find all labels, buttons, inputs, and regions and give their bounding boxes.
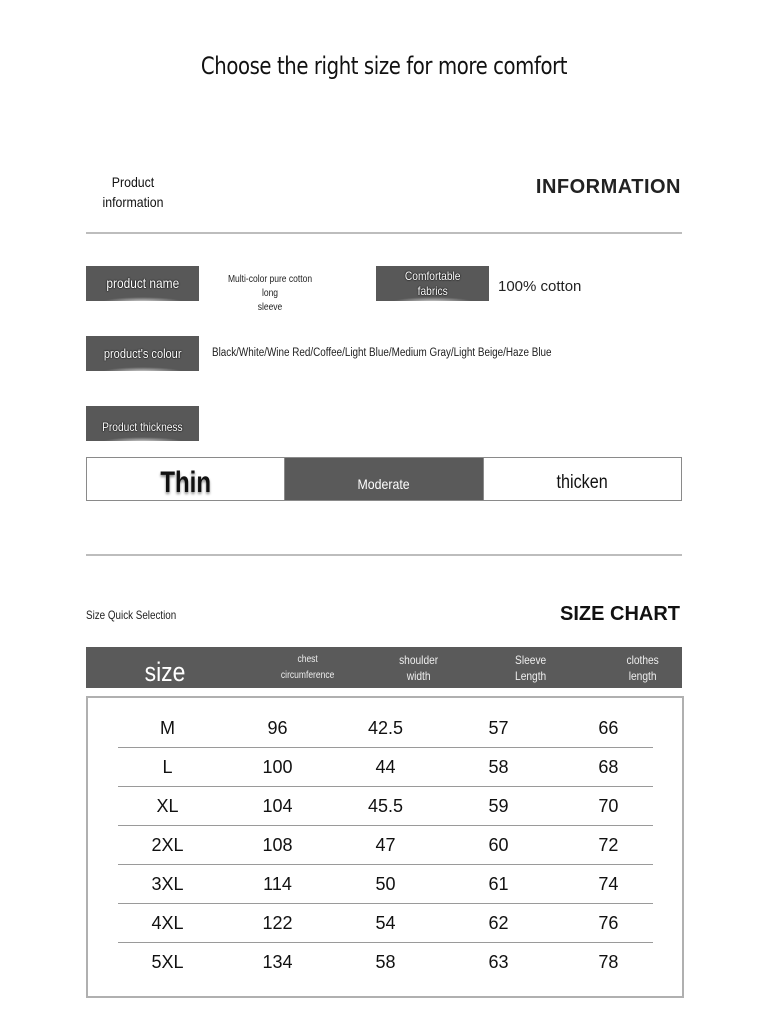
product-information-line1: Product	[111, 174, 155, 190]
header-cell-chest	[274, 652, 341, 684]
header-cell-shoulder	[385, 652, 452, 684]
cell-length: 76	[598, 912, 619, 933]
table-row	[118, 826, 653, 865]
cell-length: 66	[598, 717, 619, 738]
cell-shoulder: 45.5	[367, 795, 404, 816]
size-quick-selection-label: Size Quick Selection	[86, 608, 177, 622]
header-sleeve-line2: Length	[515, 668, 547, 683]
thickness-option-moderate	[285, 458, 482, 500]
product-name-tag-label: product name	[106, 275, 179, 291]
fabric-tag	[376, 266, 489, 301]
thickness-option-thin	[87, 458, 285, 500]
thickness-scale	[86, 457, 682, 501]
cell-sleeve: 59	[488, 795, 509, 816]
table-row	[118, 865, 653, 904]
cell-shoulder: 44	[375, 756, 396, 777]
header-cell-sleeve	[497, 652, 564, 684]
table-row	[118, 709, 653, 748]
header-shoulder-line2: width	[406, 668, 431, 683]
header-chest-line1: chest	[297, 653, 318, 665]
header-shoulder-line1: shoulder	[399, 652, 439, 667]
cell-size: 2XL	[151, 834, 184, 855]
cell-length: 74	[598, 873, 619, 894]
cell-size: 4XL	[151, 912, 184, 933]
cell-size: L	[162, 756, 173, 777]
cell-chest: 108	[262, 834, 293, 855]
cell-sleeve: 61	[488, 873, 509, 894]
cell-shoulder: 50	[375, 873, 396, 894]
cell-size: XL	[156, 795, 179, 816]
divider-top	[86, 232, 682, 234]
header-size-label: size	[144, 656, 186, 687]
product-colour-tag-label: product's colour	[103, 346, 182, 361]
thickness-moderate-label: Moderate	[357, 476, 411, 492]
cell-sleeve: 62	[488, 912, 509, 933]
fabric-tag-line2: fabrics	[417, 283, 448, 298]
cell-chest: 104	[262, 795, 293, 816]
cell-size: 5XL	[151, 951, 184, 972]
table-row	[118, 943, 653, 981]
product-colour-tag	[86, 336, 199, 371]
header-cell-clothes	[609, 652, 676, 684]
cell-shoulder: 58	[375, 951, 396, 972]
size-table-header	[86, 647, 682, 688]
page-title: Choose the right size for more comfort	[200, 52, 568, 80]
cell-length: 70	[598, 795, 619, 816]
size-chart-heading: SIZE CHART	[560, 603, 680, 625]
cell-sleeve: 57	[488, 717, 509, 738]
header-cell-size	[86, 649, 245, 687]
thickness-thicken-label: thicken	[556, 472, 608, 493]
cell-size: 3XL	[151, 873, 184, 894]
table-row	[118, 904, 653, 943]
cell-sleeve: 63	[488, 951, 509, 972]
product-name-tag	[86, 266, 199, 301]
product-information-line2: information	[102, 194, 164, 210]
fabric-tag-line1: Comfortable	[404, 268, 461, 283]
table-row	[118, 748, 653, 787]
cell-sleeve: 58	[488, 756, 509, 777]
header-clothes-line2: length	[628, 668, 657, 683]
divider-middle	[86, 554, 682, 556]
cell-size: M	[160, 717, 176, 738]
product-information-label	[93, 172, 172, 212]
header-chest-line2: circumference	[280, 669, 335, 681]
cell-length: 78	[598, 951, 619, 972]
information-heading: INFORMATION	[535, 176, 681, 198]
product-thickness-tag-label: Product thickness	[102, 420, 183, 434]
cell-chest: 96	[267, 717, 288, 738]
cell-shoulder: 54	[375, 912, 396, 933]
fabric-value: 100% cotton	[498, 278, 582, 295]
product-thickness-tag	[86, 406, 199, 441]
size-table-body	[86, 696, 684, 998]
cell-shoulder: 47	[375, 834, 396, 855]
product-name-value-line2: sleeve	[257, 302, 283, 313]
header-sleeve-line1: Sleeve	[515, 652, 547, 667]
cell-shoulder: 42.5	[367, 717, 404, 738]
cell-length: 68	[598, 756, 619, 777]
product-colour-value: Black/White/Wine Red/Coffee/Light Blue/Medium Gray/Light Beige/Haze Blue	[212, 347, 552, 359]
table-row	[118, 787, 653, 826]
cell-chest: 122	[262, 912, 293, 933]
product-name-value-line1: Multi-color pure cotton long	[227, 274, 313, 299]
cell-chest: 114	[263, 873, 292, 894]
cell-length: 72	[598, 834, 619, 855]
fabric-tag-label	[405, 269, 461, 299]
cell-sleeve: 60	[488, 834, 509, 855]
cell-chest: 100	[262, 756, 293, 777]
product-name-value	[219, 273, 321, 315]
thickness-option-thicken	[483, 458, 681, 500]
thickness-thin-label: Thin	[160, 466, 211, 499]
header-clothes-line1: clothes	[626, 652, 659, 667]
cell-chest: 134	[262, 951, 293, 972]
